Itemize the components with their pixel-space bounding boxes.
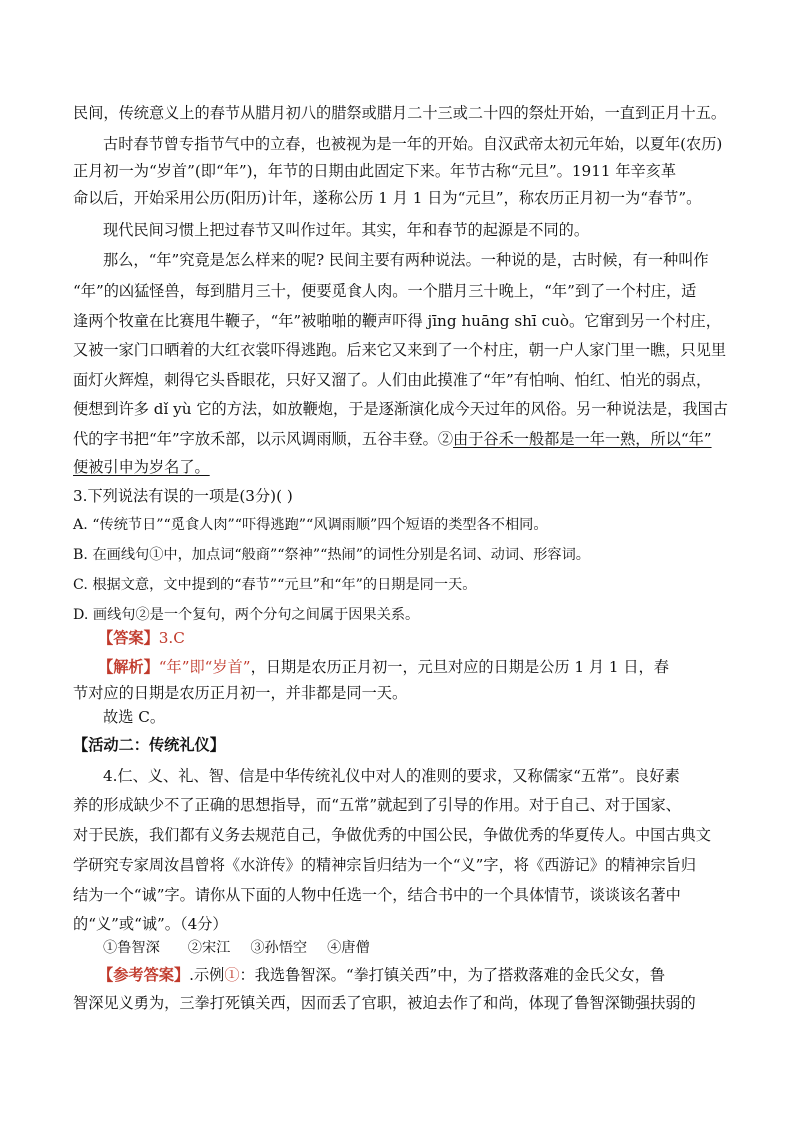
passage-line: 民间，传统意义上的春节从腊月初八的腊祭或腊月二十三或二十四的祭灶开始，一直到正月十五。: [73, 104, 727, 122]
passage-line: 古时春节曾专指节气中的立春，也被视为是一年的开始。自汉武帝太初元年始，以夏年(农历): [103, 135, 723, 153]
reference-marker: ①: [224, 966, 240, 984]
choice-item: ①鲁智深: [103, 940, 160, 956]
reference-answer-tag: 【参考答案】: [98, 966, 190, 984]
answer-line: [98, 628, 185, 648]
reference-answer-line-2: 智深见义勇为，三拳打死镇关西，因而丢了官职，被迫去作了和尚，体现了鲁智深锄强扶弱的: [73, 994, 696, 1012]
option-b: B. 在画线句①中，加点词“般商”“祭神”“热闹”的词性分别是名词、动词、形容词。: [73, 547, 590, 563]
choice-item: ③孙悟空: [250, 940, 308, 956]
question-4-line: 结为一个“诚”字。请你从下面的人物中任选一个，结合书中的一个具体情节，谈谈该名著中: [73, 886, 681, 904]
question-4-line: 的“义”或“诚”。（4分）: [73, 915, 228, 933]
option-d: D. 画线句②是一个复句，两个分句之间属于因果关系。: [73, 607, 420, 623]
passage-line: 面灯火辉煌，刺得它头昏眼花，只好又溜了。人们由此摸准了“年”有怕响、怕红、怕光的弱点，: [73, 371, 712, 389]
passage-line: 那么，“年”究竟是怎么样来的呢? 民间主要有两种说法。一种说的是，古时候，有一种叫作: [103, 251, 709, 269]
choice-item: ④唐僧: [327, 940, 370, 956]
answer-tag: 【答案】: [98, 629, 159, 647]
analysis-line-2: 节对应的日期是农历正月初一，并非都是同一天。: [73, 684, 408, 702]
analysis-text: ，日期是农历正月初一，元旦对应的日期是公历 1 月 1 日，春: [250, 658, 669, 676]
passage-line: 又被一家门口晒着的大红衣裳吓得逃跑。后来它又来到了一个村庄，朝一户人家门里一瞧，只见里: [73, 341, 727, 359]
underlined-sentence-2-end: 便被引申为岁名了。: [73, 458, 210, 476]
option-c: C. 根据文意，文中提到的“春节”“元旦”和“年”的日期是同一天。: [73, 577, 477, 593]
analysis-line: [98, 657, 669, 677]
question-4-line: 学研究专家周汝昌曾将《水浒传》的精神宗旨归结为一个“义”字，将《西游记》的精神宗旨归: [73, 856, 697, 874]
analysis-highlight: “年”即“岁首”: [158, 658, 251, 676]
question-4-line: 对于民族，我们都有义务去规范自己，争做优秀的中国公民，争做优秀的华夏传人。中国古典文: [73, 826, 711, 844]
passage-line: [73, 429, 712, 449]
character-choices: [103, 938, 370, 958]
activity-heading: 【活动二：传统礼仪】: [73, 736, 225, 754]
analysis-tag: 【解析】: [98, 658, 159, 676]
passage-line: 便想到许多 dǐ yù 它的方法，如放鞭炮，于是逐渐演化成今天过年的风俗。另一种说法是，我国古: [73, 400, 728, 418]
passage-line: 现代民间习惯上把过春节又叫作过年。其实，年和春节的起源是不同的。: [103, 221, 589, 239]
reference-text: ：我选鲁智深。“拳打镇关西”中，为了搭救落难的金氏父女，鲁: [239, 966, 666, 984]
question-4-line: 4.仁、义、礼、智、信是中华传统礼仪中对人的准则的要求，又称儒家“五常”。良好素: [103, 767, 680, 785]
passage-line: 命以后，开始采用公历(阳历)计年，遂称公历 1 月 1 日为“元旦”，称农历正月初一为“春节”。: [73, 189, 702, 207]
question-4-line: 养的形成缺少不了正确的思想指导，而“五常”就起到了引导的作用。对于自己、对于国家、: [73, 796, 681, 814]
passage-line: 逢两个牧童在比赛甩牛鞭子，“年”被啪啪的鞭声吓得 jīng huāng shī cuò。它窜到另一个村庄，: [73, 312, 721, 330]
passage-line: 正月初一为“岁首”(即“年”)，年节的日期由此固定下来。年节古称“元旦”。1911 年辛亥革: [73, 162, 677, 180]
choice-item: ②宋江: [187, 940, 231, 956]
option-a: A. “传统节日”“觅食人肉”“吓得逃跑”“风调雨顺”四个短语的类型各不相同。: [73, 517, 548, 533]
passage-text: 代的字书把“年”字放禾部，以示风调雨顺，五谷丰登。②: [73, 430, 454, 448]
reference-answer-line: [98, 965, 665, 985]
reference-text: .示例: [189, 966, 225, 984]
question-3-stem: 3.下列说法有误的一项是(3分)( ): [73, 487, 293, 505]
underlined-sentence-2: 由于谷禾一般都是一年一熟，所以“年”: [453, 430, 712, 448]
analysis-conclusion: 故选 C。: [103, 708, 166, 726]
passage-line: “年”的凶猛怪兽，每到腊月三十，便要觅食人肉。一个腊月三十晚上，“年”到了一个村庄，适: [73, 282, 697, 300]
answer-value: 3.C: [158, 629, 185, 647]
